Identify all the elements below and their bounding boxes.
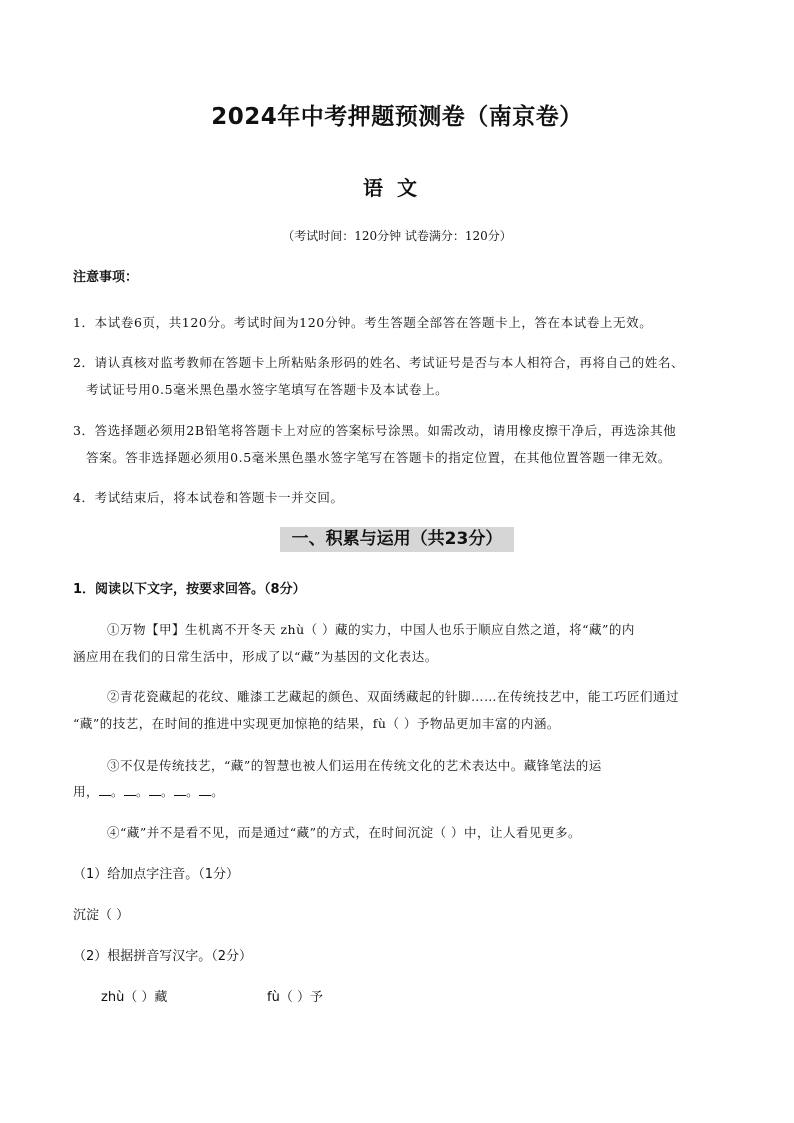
answer-blank[interactable]: [199, 784, 211, 796]
answer-blank[interactable]: [99, 784, 111, 796]
exam-meta: （考试时间：120分钟 试卷满分：120分）: [282, 229, 512, 243]
section-heading: 一、积累与运用（共23分）: [280, 527, 514, 552]
subquestion-2-item-b[interactable]: fù（ ）予: [267, 990, 323, 1005]
answer-blank[interactable]: [174, 784, 186, 796]
passage-line-6: 用， 。 。 。 。 。: [73, 784, 225, 799]
note-item-4: 4．考试结束后，将本试卷和答题卡一并交回。: [73, 490, 344, 505]
exam-title: 2024年中考押题预测卷（南京卷）: [211, 104, 583, 130]
note-item-3: 3．答选择题必须用2B铅笔将答题卡上对应的答案标号涂黑。如需改动，请用橡皮擦干净后，再选涂其他: [73, 423, 677, 438]
notes-heading: 注意事项：: [73, 270, 139, 285]
answer-blank[interactable]: [124, 784, 136, 796]
passage-line-3: ②青花瓷藏起的花纹、雕漆工艺藏起的颜色、双面绣藏起的针脚……在传统技艺中，能工巧匠们通过: [107, 689, 680, 704]
question-heading: 1．阅读以下文字，按要求回答。（8分）: [73, 582, 306, 597]
passage-line-5: ③不仅是传统技艺，“藏”的智慧也被人们运用在传统文化的艺术表达中。藏锋笔法的运: [107, 758, 602, 773]
passage-line-4: “藏”的技艺，在时间的推进中实现更加惊艳的结果，fù（ ）予物品更加丰富的内涵。: [73, 716, 560, 731]
subquestion-2: （2）根据拼音写汉字。（2分）: [73, 949, 253, 964]
answer-blank[interactable]: [149, 784, 161, 796]
passage-line-2: 涵应用在我们的日常生活中，形成了以“藏”为基因的文化表达。: [73, 649, 438, 664]
subject-title: 语文: [363, 176, 431, 200]
passage-line-7: ④“藏”并不是看不见，而是通过“藏”的方式，在时间沉淀（ ）中，让人看见更多。: [107, 825, 582, 840]
subquestion-1: （1）给加点字注音。（1分）: [73, 867, 240, 882]
passage-line-1: ①万物【甲】生机离不开冬天 zhù（ ）藏的实力，中国人也乐于顺应自然之道，将“藏”的内: [107, 622, 635, 637]
subquestion-1-answer[interactable]: 沉淀（ ）: [73, 908, 130, 923]
note-item-2-cont: 考试证号用0.5毫米黑色墨水签字笔填写在答题卡及本试卷上。: [86, 382, 449, 397]
passage-line-6-text: 用，: [73, 784, 100, 799]
note-item-3-cont: 答案。答非选择题必须用0.5毫米黑色墨水签字笔写在答题卡的指定位置，在其他位置答题一律无效。: [86, 450, 671, 465]
note-item-2: 2．请认真核对监考教师在答题卡上所粘贴条形码的姓名、考试证号是否与本人相符合，再将自己的姓名、: [73, 355, 685, 370]
subquestion-2-item-a[interactable]: zhù（ ）藏: [101, 990, 168, 1005]
note-item-1: 1．本试卷6页，共120分。考试时间为120分钟。考生答题全部答在答题卡上，答在本试卷上无效。: [73, 315, 653, 330]
